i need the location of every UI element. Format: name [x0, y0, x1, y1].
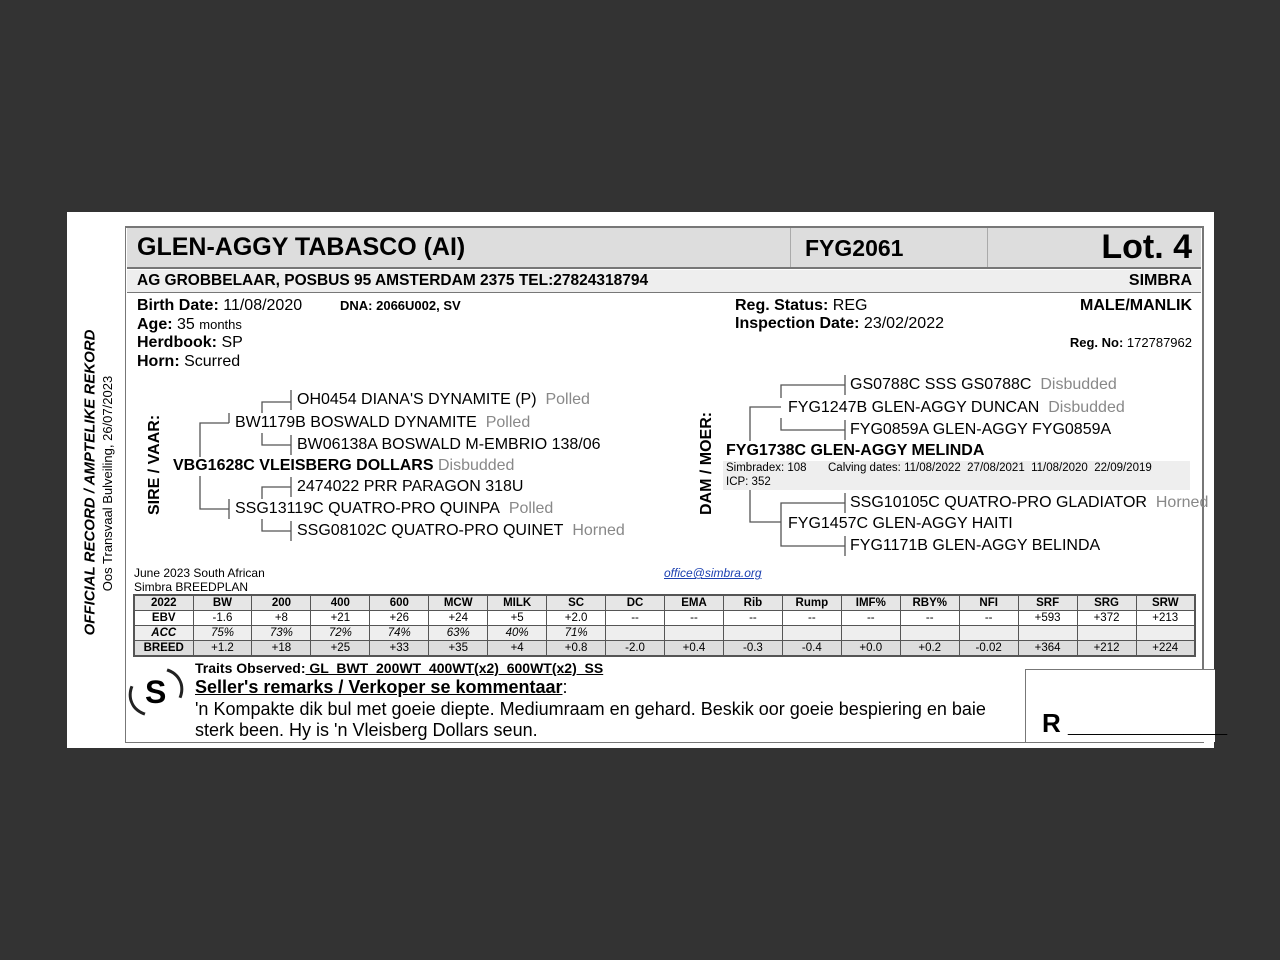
cell-ema: +0.4: [665, 641, 724, 657]
cell-dc: [606, 626, 665, 641]
email-link[interactable]: office@simbra.org: [664, 566, 762, 580]
cell-rby-pct: [900, 626, 959, 641]
dam-sire-dam: [850, 421, 1111, 439]
remarks-line1: 'n Kompakte dik bul met goeie diepte. Mediumraam en gehard. Beskik oor goeie bespiering en baie: [195, 699, 986, 719]
horn: Disbudded: [1048, 399, 1125, 416]
cell-bw: +1.2: [193, 641, 252, 657]
cell-200: +8: [252, 611, 311, 626]
dam: FYG1738C GLEN-AGGY MELINDA: [726, 442, 985, 459]
cell-srw: +213: [1136, 611, 1195, 626]
cell-sc: +0.8: [547, 641, 606, 657]
sex: MALE/MANLIK: [1080, 297, 1192, 314]
auction-label: Oos Transvaal Bulveiling, 26/07/2023: [100, 375, 115, 592]
ebv-row: [134, 611, 1195, 626]
cell-ema: --: [665, 611, 724, 626]
remarks-title: Seller's remarks / Verkoper se kommentaar:: [195, 677, 568, 697]
cell-ema: EMA: [665, 595, 724, 611]
animal-id: FYG2061: [805, 235, 904, 261]
cell-mcw: +24: [429, 611, 488, 626]
cell-rib: [723, 626, 782, 641]
label: Inspection Date:: [735, 315, 860, 332]
cell-rby-pct: +0.2: [900, 641, 959, 657]
cell-mcw: MCW: [429, 595, 488, 611]
calving-dates: Calving dates: 11/08/2022 27/08/2021 11/08/2020 22/09/2019: [828, 462, 1152, 474]
label: Horn:: [137, 353, 180, 370]
horn: Polled: [508, 500, 554, 517]
cell-milk: MILK: [488, 595, 547, 611]
name: OH0454 DIANA'S DYNAMITE (P): [297, 391, 537, 408]
label: Traits Observed:: [195, 660, 306, 676]
label: Reg. No:: [1069, 335, 1124, 350]
name: FYG1247B GLEN-AGGY DUNCAN: [788, 399, 1040, 416]
cell-srf: [1018, 626, 1077, 641]
cell-nfi: -0.02: [959, 641, 1018, 657]
cell-dc: DC: [606, 595, 665, 611]
breed-row: [134, 641, 1195, 657]
cell-srf: +364: [1018, 641, 1077, 657]
sire-dam: [235, 500, 553, 518]
cell-rib: -0.3: [723, 641, 782, 657]
dam-label: DAM / MOER:: [698, 411, 715, 515]
cell-sc: SC: [547, 595, 606, 611]
cell-imf-pct: [841, 626, 900, 641]
dam-dam-dam: [850, 537, 1100, 555]
name: FYG1457C GLEN-AGGY HAITI: [788, 515, 1013, 532]
cell-rump: --: [782, 611, 841, 626]
value: 172787962: [1126, 335, 1192, 350]
breed: SIMBRA: [1128, 272, 1192, 289]
cell-mcw: +35: [429, 641, 488, 657]
traits-observed: [195, 660, 603, 676]
horn: Polled: [545, 391, 590, 408]
cell-sc: +2.0: [547, 611, 606, 626]
cell-600: 74%: [370, 626, 429, 641]
cell-nfi: NFI: [959, 595, 1018, 611]
row-label: BREED: [134, 641, 193, 657]
cell-srg: +212: [1077, 641, 1136, 657]
cell-sc: 71%: [547, 626, 606, 641]
name: VBG1628C VLEISBERG DOLLARS: [173, 457, 434, 474]
acc-row: [134, 626, 1195, 641]
cell-milk: 40%: [488, 626, 547, 641]
cell-srg: SRG: [1077, 595, 1136, 611]
price-field[interactable]: R ___________: [1042, 708, 1228, 738]
cell-imf-pct: --: [841, 611, 900, 626]
sire-label: SIRE / VAAR:: [146, 414, 163, 515]
cell-dc: --: [606, 611, 665, 626]
lot-number: Lot. 4: [1101, 228, 1192, 266]
cell-rib: Rib: [723, 595, 782, 611]
dna: DNA: 2066U002, SV: [340, 298, 461, 313]
cell-srw: +224: [1136, 641, 1195, 657]
sire-dam-sire: [297, 478, 523, 496]
name: BW06138A BOSWALD M-EMBRIO 138/06: [297, 436, 601, 453]
cell-bw: 75%: [193, 626, 252, 641]
cell-rib: --: [723, 611, 782, 626]
cell-bw: BW: [193, 595, 252, 611]
sire-sire: [235, 414, 530, 432]
dam-dam-sire: [850, 494, 1214, 512]
value: 11/08/2020: [223, 297, 303, 314]
cell-nfi: --: [959, 611, 1018, 626]
cell-rump: -0.4: [782, 641, 841, 657]
cell-imf-pct: IMF%: [841, 595, 900, 611]
cell-ema: [665, 626, 724, 641]
unit: months: [199, 317, 242, 332]
value: GL BWT 200WT 400WT(x2) 600WT(x2) SS: [305, 660, 604, 676]
cell-600: 600: [370, 595, 429, 611]
cell-200: 200: [252, 595, 311, 611]
cell-400: 400: [311, 595, 370, 611]
cell-srg: [1077, 626, 1136, 641]
cell-milk: +4: [488, 641, 547, 657]
value: SP: [221, 334, 243, 351]
breedplan-line1: June 2023 South African: [134, 566, 265, 580]
sire-sire-sire: [297, 391, 590, 409]
label: Birth Date:: [137, 297, 219, 314]
cell-rby-pct: RBY%: [900, 595, 959, 611]
name: FYG1171B GLEN-AGGY BELINDA: [850, 537, 1101, 554]
cell-nfi: [959, 626, 1018, 641]
name: FYG0859A GLEN-AGGY FYG0859A: [850, 421, 1112, 438]
value: Scurred: [184, 353, 241, 370]
horn: Horned: [1155, 494, 1209, 511]
sire: [173, 457, 514, 475]
ebv-table: [133, 594, 1196, 657]
name: SSG13119C QUATRO-PRO QUINPA: [235, 500, 500, 517]
row-label: ACC: [134, 626, 193, 641]
dam-sire-sire: [850, 376, 1117, 394]
cell-mcw: 63%: [429, 626, 488, 641]
value: REG: [832, 297, 868, 314]
header-row: [134, 595, 1195, 611]
official-record-label: OFFICIAL RECORD / AMPTELIKE REKORD: [81, 329, 99, 636]
simbradex: Simbradex: 108: [726, 462, 807, 474]
dam-sire: [788, 399, 1125, 417]
icp: ICP: 352: [726, 476, 771, 488]
cell-srg: +372: [1077, 611, 1136, 626]
cell-bw: -1.6: [193, 611, 252, 626]
title: Seller's remarks / Verkoper se kommentaar: [195, 677, 563, 697]
dam-dam: [788, 515, 1013, 533]
cell-400: 72%: [311, 626, 370, 641]
name: 2474022 PRR PARAGON 318U: [297, 478, 524, 495]
name: SSG08102C QUATRO-PRO QUINET: [297, 522, 564, 539]
cell-srf: +593: [1018, 611, 1077, 626]
remarks-line2: sterk been. Hy is 'n Vleisberg Dollars seun.: [195, 720, 538, 740]
cell-rump: Rump: [782, 595, 841, 611]
breeder: AG GROBBELAAR, POSBUS 95 AMSTERDAM 2375 TEL:27824318794: [137, 272, 649, 289]
horn: Disbudded: [437, 457, 515, 474]
cell-rby-pct: --: [900, 611, 959, 626]
label: Age:: [137, 316, 173, 333]
horn: Disbudded: [1040, 376, 1117, 393]
value: 35: [177, 316, 195, 333]
horn: Polled: [485, 414, 531, 431]
cell-400: +25: [311, 641, 370, 657]
row-label: 2022: [134, 595, 193, 611]
label: Herdbook:: [137, 334, 217, 351]
cell-srw: SRW: [1136, 595, 1195, 611]
cell-imf-pct: +0.0: [841, 641, 900, 657]
row-label: EBV: [134, 611, 193, 626]
cell-rump: [782, 626, 841, 641]
cell-600: +33: [370, 641, 429, 657]
cell-dc: -2.0: [606, 641, 665, 657]
breedplan-line2: Simbra BREEDPLAN: [134, 580, 249, 594]
name: SSG10105C QUATRO-PRO GLADIATOR: [850, 494, 1147, 511]
horn: Horned: [572, 522, 625, 539]
sire-sire-dam: [297, 436, 601, 454]
cell-600: +26: [370, 611, 429, 626]
sire-dam-dam: [297, 522, 625, 540]
label: Reg. Status:: [735, 297, 829, 314]
simbra-logo: S: [120, 658, 191, 725]
value: 23/02/2022: [863, 315, 944, 332]
cell-200: 73%: [252, 626, 311, 641]
name: BW1179B BOSWALD DYNAMITE: [235, 414, 477, 431]
cell-srw: [1136, 626, 1195, 641]
name: GS0788C SSS GS0788C: [850, 376, 1032, 393]
cell-200: +18: [252, 641, 311, 657]
cell-milk: +5: [488, 611, 547, 626]
cell-400: +21: [311, 611, 370, 626]
animal-name: GLEN-AGGY TABASCO (AI): [137, 233, 466, 261]
cell-srf: SRF: [1018, 595, 1077, 611]
